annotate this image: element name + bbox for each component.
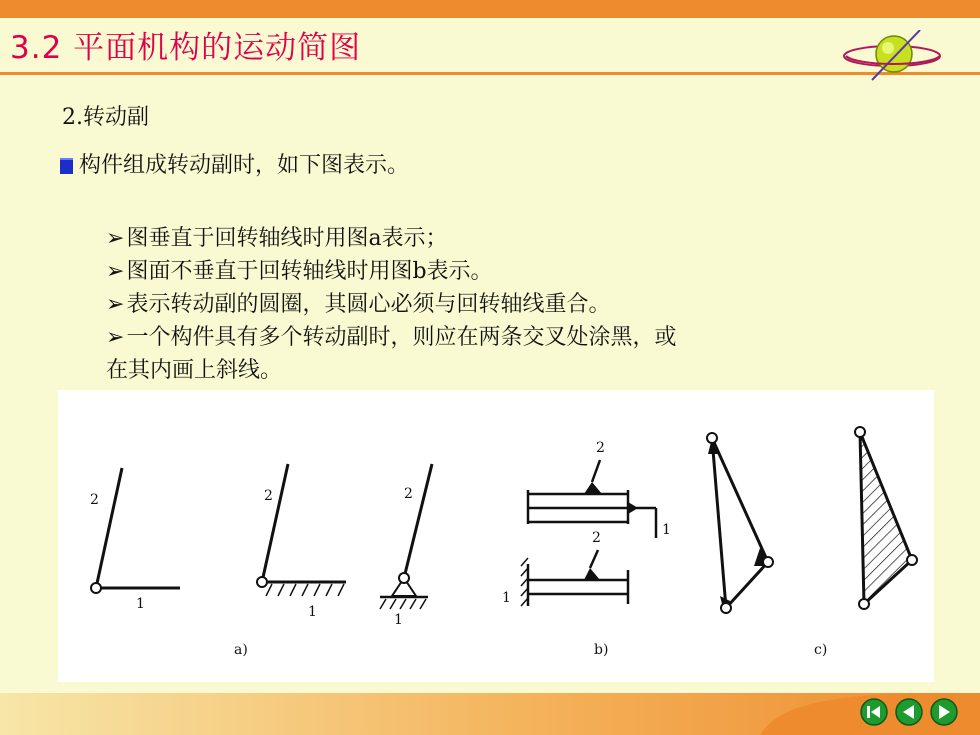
- bottom-decoration: [0, 685, 980, 735]
- previous-page-icon[interactable]: [895, 698, 923, 726]
- caption-b: b): [594, 642, 609, 658]
- square-bullet-icon: [60, 158, 73, 174]
- caption-c: c): [814, 642, 828, 658]
- bullet-list: [106, 222, 886, 387]
- label-link-2: 2: [90, 492, 99, 508]
- label-link-2: 2: [404, 486, 413, 502]
- top-accent-bar: [0, 0, 980, 18]
- label-link-2: 2: [592, 530, 601, 546]
- slide-title: 3.2 平面机构的运动简图: [10, 30, 362, 66]
- list-item: ➢图面不垂直于回转轴线时用图b表示。: [106, 259, 493, 284]
- globe-logo-icon: [842, 30, 948, 82]
- label-link-1: 1: [394, 612, 403, 628]
- section-subtitle: 2.转动副: [62, 105, 149, 130]
- list-item-continuation: 在其内画上斜线。: [106, 358, 283, 383]
- lead-paragraph: [60, 148, 409, 179]
- label-link-2: 2: [264, 488, 273, 504]
- label-link-1: 1: [136, 596, 145, 612]
- label-link-1: 1: [502, 590, 511, 606]
- label-link-1: 1: [662, 522, 671, 538]
- arrow-bullet-icon: ➢: [106, 259, 125, 284]
- first-page-icon[interactable]: [860, 698, 888, 726]
- arrow-bullet-icon: ➢: [106, 292, 125, 317]
- label-link-1: 1: [308, 604, 317, 620]
- arrow-bullet-icon: ➢: [106, 325, 125, 350]
- caption-a: a): [234, 642, 248, 658]
- list-item: ➢图垂直于回转轴线时用图a表示；: [106, 226, 448, 251]
- list-item: ➢表示转动副的圆圈，其圆心必须与回转轴线重合。: [106, 292, 611, 317]
- revolute-pair-figure: [58, 390, 934, 682]
- arrow-bullet-icon: ➢: [106, 226, 125, 251]
- label-link-2: 2: [596, 440, 605, 456]
- lead-text: 构件组成转动副时，如下图表示。: [79, 153, 410, 178]
- next-page-icon[interactable]: [930, 698, 958, 726]
- list-item: ➢一个构件具有多个转动副时，则应在两条交叉处涂黑，或: [106, 325, 677, 350]
